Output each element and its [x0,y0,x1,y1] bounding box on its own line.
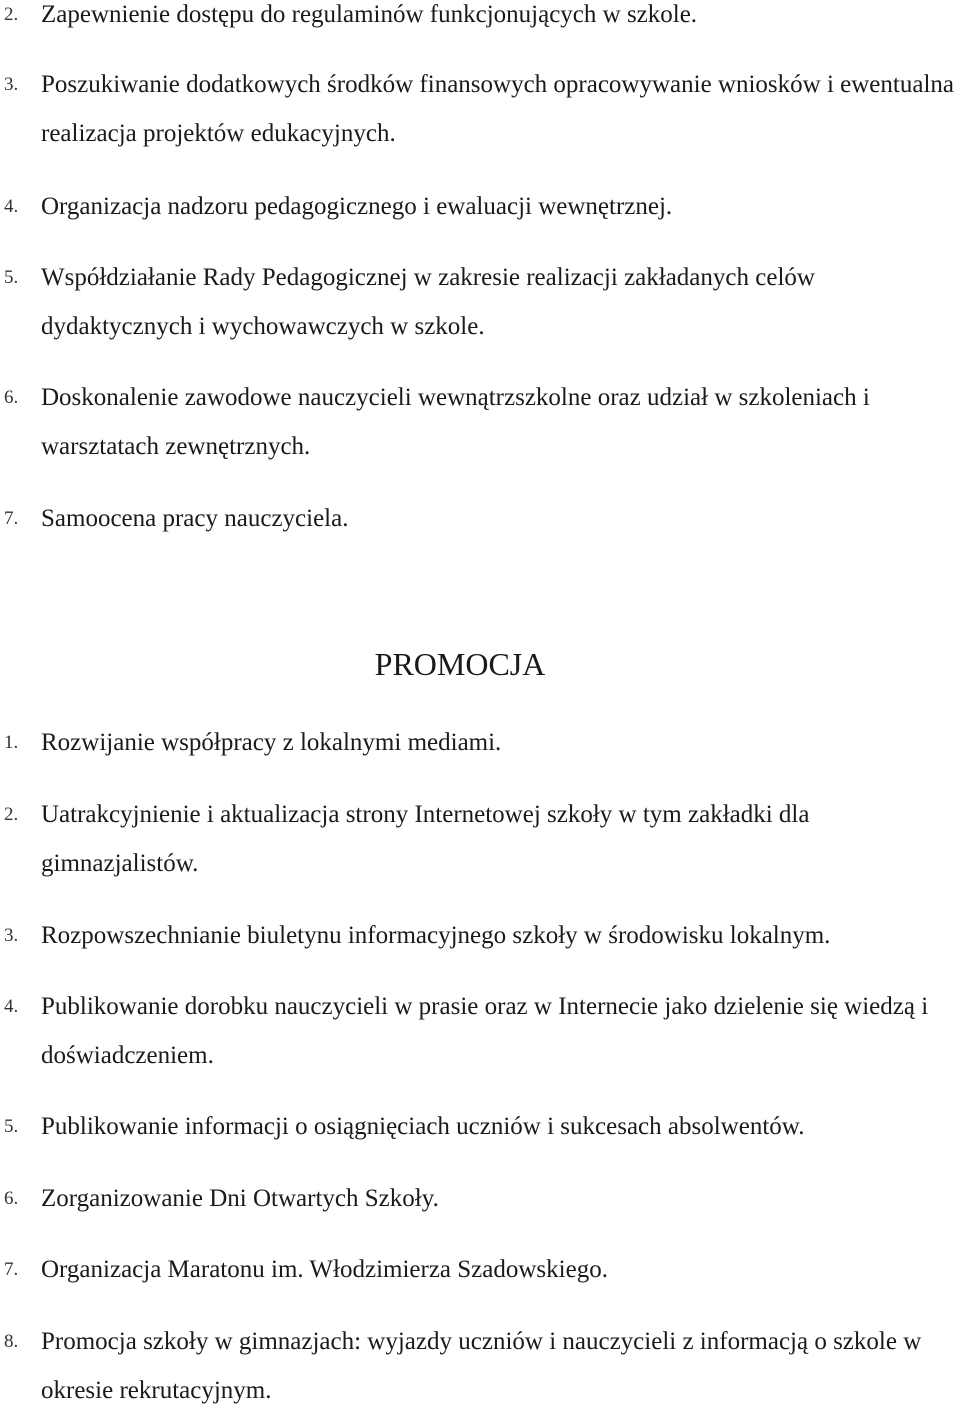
list-item [0,1102,960,1151]
list-item [0,373,960,471]
section-heading [0,644,920,684]
list-item-text: Promocja szkoły w gimnazjach: wyjazdy uczniów i nauczycieli z informacją o szkole w okresie rekrutacyjnym. [41,1328,922,1404]
list-item-text: Publikowanie informacji o osiągnięciach uczniów i sukcesach absolwentów. [41,1113,805,1140]
list-item [0,0,960,39]
list-item-text: Uatrakcyjnienie i aktualizacja strony Internetowej szkoły w tym zakładki dla gimnazjalistów. [41,801,810,877]
list-item-number: 4. [4,996,19,1017]
list-item-number: 1. [4,732,19,753]
list-item-text: Organizacja nadzoru pedagogicznego i ewaluacji wewnętrznej. [41,193,673,220]
list-item-text: Publikowanie dorobku nauczycieli w prasie oraz w Internecie jako dzielenie się wiedzą i doświadczeniem. [41,993,929,1069]
list-item [0,60,960,158]
list-item-number: 2. [4,804,19,825]
list-item [0,911,960,960]
list-item-text: Samoocena pracy nauczyciela. [41,505,349,532]
list-item-text: Zorganizowanie Dni Otwartych Szkoły. [41,1185,439,1212]
list-item [0,1245,960,1294]
section-heading-text: PROMOCJA [374,646,546,682]
list-item-number: 6. [4,1188,19,1209]
list-item-text: Zapewnienie dostępu do regulaminów funkcjonujących w szkole. [41,1,698,28]
list-item-text: Organizacja Maratonu im. Włodzimierza Szadowskiego. [41,1256,608,1283]
list-item-number: 4. [4,196,19,217]
list-item-number: 8. [4,1331,19,1352]
list-item-text: Współdziałanie Rady Pedagogicznej w zakresie realizacji zakładanych celów dydaktycznych i wychowawczych w szkole. [41,264,815,340]
list-item-number: 5. [4,267,19,288]
list-item [0,182,960,231]
list-item [0,1317,960,1415]
list-item-number: 3. [4,925,19,946]
list-item [0,790,960,888]
list-item-text: Rozwijanie współpracy z lokalnymi mediami. [41,729,502,756]
list-item [0,718,960,767]
list-item-number: 5. [4,1116,19,1137]
list-item [0,494,960,543]
list-item-text: Poszukiwanie dodatkowych środków finansowych opracowywanie wniosków i ewentualna realizacja projektów edukacyjnych. [41,71,954,147]
list-item-number: 3. [4,74,19,95]
list-item-text: Doskonalenie zawodowe nauczycieli wewnątrzszkolne oraz udział w szkoleniach i warsztatach zewnętrznych. [41,384,870,460]
list-item-number: 2. [4,4,19,25]
list-item-number: 7. [4,508,19,529]
list-item-number: 6. [4,387,19,408]
list-item [0,253,960,351]
list-item [0,1174,960,1223]
list-item-number: 7. [4,1259,19,1280]
list-item-text: Rozpowszechnianie biuletynu informacyjnego szkoły w środowisku lokalnym. [41,922,831,949]
list-item [0,982,960,1080]
